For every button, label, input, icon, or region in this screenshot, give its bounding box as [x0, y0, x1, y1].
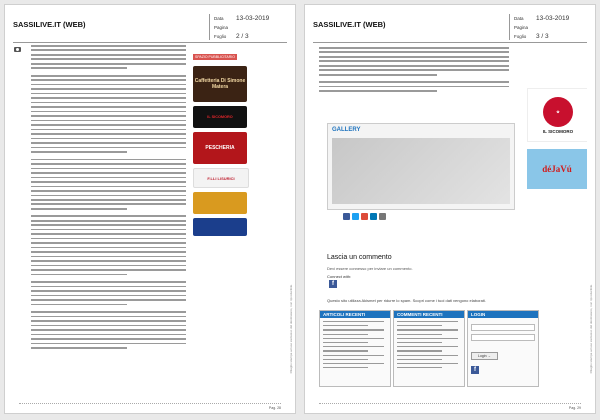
text-line [319, 60, 509, 62]
text-line [31, 133, 186, 135]
widget-line [323, 346, 384, 347]
text-line [31, 229, 186, 231]
text-line [31, 172, 186, 174]
paragraph-gap [31, 351, 186, 354]
akismet-notice: Questo sito utilizza Akismet per ridurre lo spam. Scopri come i tuoi dati vengono elaborati. [327, 298, 486, 303]
widget-line [323, 355, 384, 356]
text-line [319, 56, 509, 58]
text-line [31, 181, 186, 183]
widget-line [323, 363, 384, 364]
text-line [31, 186, 186, 188]
text-line [319, 86, 509, 88]
widget-line [323, 350, 368, 351]
ad-caffetteria[interactable]: Caffetteria Di Simone Matera [193, 66, 247, 102]
widget-recent-comments [393, 310, 465, 387]
widget-line [323, 342, 368, 343]
sheet-value: 2 / 3 [236, 33, 249, 40]
widget-line [397, 321, 458, 322]
text-line [31, 124, 186, 126]
article-body [313, 45, 587, 387]
text-line [31, 220, 186, 222]
text-line [31, 338, 186, 340]
text-line [31, 45, 186, 47]
ad-dejavu[interactable]: déJaVú [527, 149, 587, 189]
widget-line [323, 329, 384, 330]
text-line [319, 81, 509, 83]
text-line [31, 238, 186, 240]
clipping-meta [209, 14, 270, 40]
text-line [31, 334, 186, 336]
text-line [31, 67, 127, 69]
text-line [31, 54, 186, 56]
comment-prompt: Devi essere connesso per inviare un commento. [327, 266, 413, 271]
text-line [31, 168, 186, 170]
linkedin-icon[interactable] [370, 213, 377, 220]
text-line [31, 115, 186, 117]
source-title: SASSILIVE.IT (WEB) [13, 20, 86, 29]
text-line [319, 47, 509, 49]
text-line [31, 233, 186, 235]
text-line [31, 281, 186, 283]
text-line [31, 111, 186, 113]
text-line [31, 138, 186, 140]
comment-heading: Lascia un commento [327, 254, 392, 261]
side-note: Ritaglio stampa ad uso esclusivo del destinatario, non riproducibile. [289, 283, 293, 373]
widget-line [323, 334, 368, 335]
footer-page: Pag. 28 [268, 406, 281, 410]
text-line [31, 269, 186, 271]
text-line [31, 329, 186, 331]
text-line [31, 260, 186, 262]
password-field[interactable] [471, 334, 535, 341]
text-line [31, 93, 186, 95]
text-line [31, 97, 186, 99]
text-line [31, 290, 186, 292]
sheet-label: Foglio [514, 34, 527, 39]
clipping-page-2 [304, 4, 596, 414]
text-line [31, 159, 186, 161]
article-text-column [31, 45, 186, 387]
text-line [31, 311, 186, 313]
article-text [319, 47, 509, 98]
widget-line [397, 367, 442, 368]
widget-line [323, 325, 368, 326]
widget-title: ARTICOLI RECENTI [320, 311, 390, 318]
clipping-header [13, 12, 287, 43]
article-body [13, 45, 287, 387]
text-line [31, 190, 186, 192]
widget-line [397, 329, 458, 330]
username-field[interactable] [471, 324, 535, 331]
ad-banner-5[interactable] [193, 192, 247, 214]
text-line [31, 88, 186, 90]
text-line [31, 75, 186, 77]
side-note: Ritaglio stampa ad uso esclusivo del destinatario, non riproducibile. [589, 283, 593, 373]
sheet-value: 3 / 3 [536, 33, 549, 40]
text-line [319, 65, 509, 67]
text-line [31, 102, 186, 104]
text-line [31, 195, 186, 197]
facebook-login-icon[interactable]: f [471, 366, 479, 374]
text-line [31, 274, 127, 276]
text-line [31, 142, 186, 144]
clipping-meta [509, 14, 570, 40]
text-line [31, 325, 186, 327]
widget-items [397, 321, 461, 368]
camera-icon [14, 47, 21, 52]
text-line [319, 74, 437, 76]
text-line [319, 69, 509, 71]
widget-line [397, 338, 458, 339]
widget-line [397, 359, 442, 360]
google-plus-icon[interactable] [361, 213, 368, 220]
print-icon[interactable] [379, 213, 386, 220]
ad-sicomoro[interactable] [527, 88, 587, 142]
connect-with-label: Connect with: [327, 274, 352, 279]
widget-line [397, 325, 442, 326]
sicomoro-logo: ✿ [543, 97, 573, 127]
ads-label: SPAZIO PUBBLICITARIO [195, 55, 235, 59]
widget-line [397, 363, 458, 364]
text-line [31, 177, 186, 179]
text-line [31, 49, 186, 51]
text-line [31, 320, 186, 322]
widget-line [323, 367, 368, 368]
ad-flli-lisurici[interactable]: F.LLI LISURICI [193, 168, 249, 188]
text-line [31, 129, 186, 131]
text-line [31, 58, 186, 60]
ad-banner-6[interactable] [193, 218, 247, 236]
text-line [31, 79, 186, 81]
text-line [319, 90, 437, 92]
article-text [31, 45, 186, 354]
login-button[interactable]: Login → [471, 352, 498, 360]
text-line [31, 163, 186, 165]
facebook-login-icon[interactable]: f [329, 280, 337, 288]
widget-line [323, 359, 368, 360]
sicomoro-name: IL SICOMORO [542, 128, 574, 134]
widget-line [397, 355, 458, 356]
date-label: Data [214, 16, 224, 21]
sheet-label: Foglio [214, 34, 227, 39]
footer-page: Pag. 29 [568, 406, 581, 410]
widget-line [397, 334, 442, 335]
widget-items [323, 321, 387, 368]
text-line [31, 286, 186, 288]
text-line [31, 343, 186, 345]
paragraph-gap [319, 95, 509, 98]
widget-title: LOGIN [468, 311, 538, 318]
text-line [31, 316, 186, 318]
gallery-image[interactable] [332, 138, 510, 204]
widget-line [397, 350, 442, 351]
text-line [31, 304, 127, 306]
widget-title: COMMENTI RECENTI [394, 311, 464, 318]
date-label: Data [514, 16, 524, 21]
text-line [31, 265, 186, 267]
facebook-icon[interactable] [343, 213, 350, 220]
text-line [31, 120, 186, 122]
widget-line [397, 346, 458, 347]
text-line [31, 224, 186, 226]
text-line [31, 151, 127, 153]
text-line [31, 106, 186, 108]
ad-sicomoro-small[interactable]: IL SICOMORO [193, 106, 247, 128]
clipping-footer [19, 403, 281, 410]
date-value: 13-03-2019 [236, 15, 270, 22]
text-line [31, 256, 186, 258]
page-label: Pagina [214, 25, 229, 30]
widget-line [397, 342, 442, 343]
clipping-footer [319, 403, 581, 410]
text-line [31, 295, 186, 297]
gallery-title: GALLERY [332, 127, 361, 133]
widget-login [467, 310, 539, 387]
widget-line [323, 338, 384, 339]
text-line [31, 147, 186, 149]
gallery-box[interactable] [327, 123, 515, 210]
text-line [31, 208, 127, 210]
share-buttons [343, 213, 386, 220]
text-line [31, 242, 186, 244]
widget-recent-articles [319, 310, 391, 387]
source-title: SASSILIVE.IT (WEB) [313, 20, 386, 29]
text-line [31, 199, 186, 201]
date-value: 13-03-2019 [536, 15, 570, 22]
clipping-page-1 [4, 4, 296, 414]
text-line [31, 84, 186, 86]
text-line [31, 63, 186, 65]
ad-column [193, 45, 247, 387]
text-line [31, 347, 127, 349]
text-line [31, 215, 186, 217]
text-line [31, 247, 186, 249]
text-line [31, 299, 186, 301]
widget-line [323, 321, 384, 322]
twitter-icon[interactable] [352, 213, 359, 220]
page-label: Pagina [514, 25, 529, 30]
text-line [31, 203, 186, 205]
text-line [31, 251, 186, 253]
clipping-header [313, 12, 587, 43]
text-line [319, 51, 509, 53]
ad-pescheria[interactable]: PESCHERIA [193, 132, 247, 164]
